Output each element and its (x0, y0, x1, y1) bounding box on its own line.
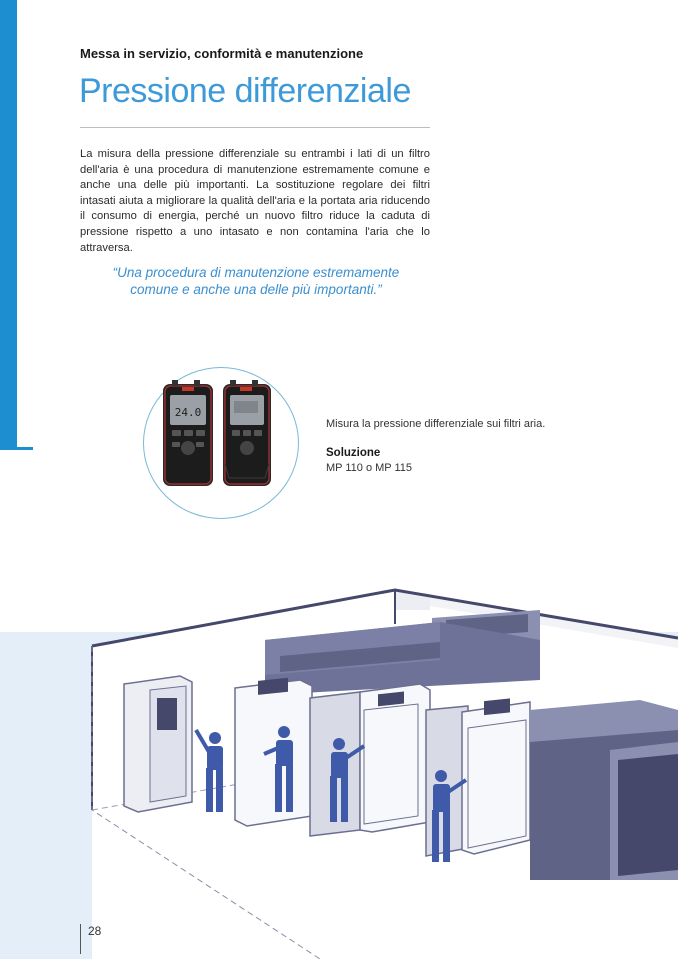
page-number-rule (80, 924, 81, 954)
pressure-meters-illustration (144, 368, 298, 518)
product-image-circle (143, 367, 299, 519)
left-accent-bar (0, 0, 17, 450)
solution-models: MP 110 o MP 115 (326, 462, 413, 474)
left-door (124, 676, 192, 812)
section-label: Messa in servizio, conformità e manutenzione (80, 46, 364, 61)
page-number: 28 (88, 924, 102, 938)
solution-heading: Soluzione (326, 447, 381, 459)
intro-paragraph: La misura della pressione differenziale su entrambi i lati di un filtro dell'aria è una procedura di manutenzione estremamente comune e anche una delle più importanti. La sostituzione regolare dei filtri intasati aiuta a migliorare la qualità dell'aria e la portata aria riducendo il consumo di energia, perché un nuovo filtro riduce la caduta di pressione rispetto a uno intasato e non contamina l'aria che lo attraversa. (80, 148, 430, 254)
right-duct-section (530, 700, 678, 880)
device-1-display-reading: 24.0 (174, 406, 202, 419)
pull-quote-line-1: “Una procedura di manutenzione estremamente (112, 265, 400, 280)
pull-quote-line-2: comune e anche una delle più importanti.” (130, 282, 382, 297)
filter-maintenance-illustration (0, 580, 678, 959)
pressure-meter-device-2 (223, 380, 271, 486)
left-accent-tick (17, 447, 33, 450)
pull-quote (96, 264, 416, 298)
solution-description: Misura la pressione differenziale sui filtri aria. (326, 418, 546, 430)
title-divider (80, 127, 430, 128)
pressure-meter-device-1 (163, 380, 213, 486)
page-title: Pressione differenziale (79, 72, 411, 110)
filter-unit-2 (310, 684, 430, 836)
